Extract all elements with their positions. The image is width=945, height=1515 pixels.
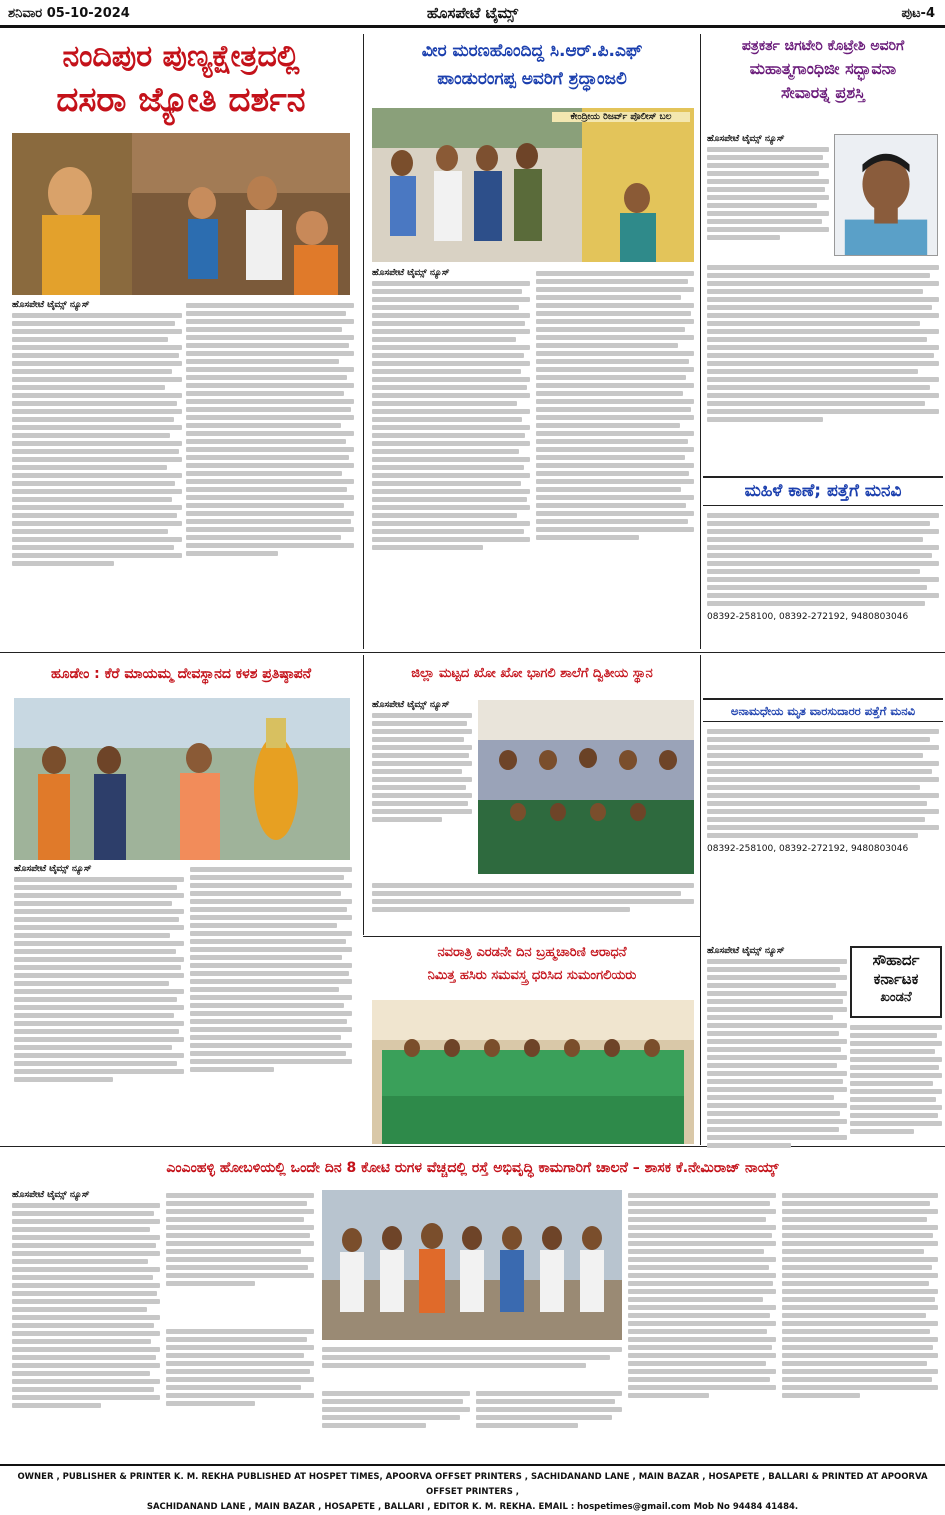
- temple-headline: [0, 656, 362, 692]
- sauhardha-box: [850, 946, 942, 1018]
- section-rule: [363, 936, 700, 937]
- navaratri-photo: [372, 1000, 694, 1144]
- issue-date: ಶನಿವಾರ 05-10-2024: [8, 6, 130, 21]
- roads-body-col2: [166, 1190, 314, 1320]
- unclaimed-headline-box: [703, 698, 943, 722]
- paper-name: ಹೊಸಪೇಟೆ ಟೈಮ್ಸ್: [426, 4, 519, 22]
- navaratri-headline: [366, 940, 698, 996]
- navaratri-headline-line2: ನಿಮಿತ್ತ ಹಸಿರು ಸಮವಸ್ತ್ರ ಧರಿಸಿದ ಸುಮಂಗಲಿಯರು: [427, 967, 637, 983]
- crpf-photo: [372, 108, 694, 262]
- award-portrait: [834, 134, 938, 256]
- missing-phone-1: 08392-258100: [707, 612, 774, 622]
- column-rule: [363, 34, 364, 649]
- column-rule: [363, 655, 364, 935]
- missing-headline: ಮಹಿಳೆ ಕಾಣೆ; ಪತ್ತೆಗೆ ಮನವಿ: [744, 481, 902, 501]
- award-body-bottom: [707, 262, 939, 472]
- khokho-photo: [478, 700, 694, 874]
- navaratri-headline-line1: ನವರಾತ್ರಿ ಎರಡನೇ ದಿನ ಬ್ರಹ್ಮಚಾರಿಣಿ ಆರಾಧನೆ: [437, 945, 627, 960]
- imprint-line-1: OWNER , PUBLISHER & PRINTER K. M. REKHA PUBLISHED AT HOSPET TIMES, APOORVA OFFSET PRINTERS , SACHIDANAND LANE , MAIN BAZAR , HOSAPETE , BALLARI & PRINTED AT APOORVA OFFSET PRINTERS ,: [17, 1472, 928, 1497]
- temple-headline-text: ಹೂಡೇಂ : ಕೆರೆ ಮಾಯಮ್ಮ ದೇವಸ್ಥಾನದ ಕಳಶ ಪ್ರತಿಷ್ಠಾಪನೆ: [50, 666, 312, 682]
- dasara-text-placeholder: [12, 313, 182, 566]
- crpf-body-col2: [536, 268, 694, 640]
- crpf-headline-line1: ವೀರ ಮರಣಹೊಂದಿದ್ದ ಸಿ.ಆರ್.ಪಿ.ಎಫ್: [421, 41, 643, 61]
- roads-body-col6: [782, 1190, 938, 1458]
- sauhardha-headline-line3: ಖಂಡನೆ: [880, 989, 912, 1005]
- missing-headline-box: [703, 476, 943, 506]
- crpf-byline: ಹೊಸಪೇಟೆ ಟೈಮ್ಸ್ ನ್ಯೂಸ್: [372, 268, 450, 278]
- dasara-headline-line2: ದಸರಾ ಜ್ಯೋತಿ ದರ್ಶನ: [56, 79, 306, 120]
- unclaimed-phone-2: 08392-272192: [778, 844, 846, 854]
- award-headline-line3: ಸೇವಾರತ್ನ ಪ್ರಶಸ್ತಿ: [781, 83, 865, 103]
- roads-body-col5: [628, 1190, 776, 1458]
- temple-body-col2: [190, 864, 352, 1144]
- crpf-banner-text: ಕೇಂದ್ರೀಯ ರಿಜರ್ವ್ ಪೊಲೀಸ್ ಬಲ: [552, 112, 690, 122]
- unclaimed-headline: ಅನಾಮಧೇಯ ಮೃತ ವಾರಸುದಾರರ ಪತ್ತೆಗೆ ಮನವಿ: [730, 704, 916, 718]
- sauhardha-headline-line2: ಕರ್ನಾಟಕ: [873, 970, 919, 989]
- masthead: [0, 0, 945, 28]
- temple-byline: ಹೊಸಪೇಟೆ ಟೈಮ್ಸ್ ನ್ಯೂಸ್: [14, 864, 92, 874]
- dasara-body-col2: [186, 300, 354, 640]
- unclaimed-phone-1: 08392-258100: [707, 844, 774, 854]
- roads-byline: ಹೊಸಪೇಟೆ ಟೈಮ್ಸ್ ನ್ಯೂಸ್: [12, 1190, 90, 1200]
- award-byline: ಹೊಸಪೇಟೆ ಟೈಮ್ಸ್ ನ್ಯೂಸ್: [707, 134, 785, 144]
- khokho-byline: ಹೊಸಪೇಟೆ ಟೈಮ್ಸ್ ನ್ಯೂಸ್: [372, 700, 450, 710]
- missing-phone-2: 08392-272192: [778, 612, 846, 622]
- roads-body-col3: [322, 1388, 470, 1458]
- dasara-photo: [12, 133, 350, 295]
- roads-body-col2b: [166, 1326, 314, 1458]
- roads-headline-text: ಎಂಎಂಹಳ್ಳಿ ಹೋಬಳಿಯಲ್ಲಿ ಒಂದೇ ದಿನ 8 ಕೋಟಿ ರುಗಳ ವೆಚ್ಚದಲ್ಲಿ ರಸ್ತೆ ಅಭಿವೃದ್ಧಿ ಕಾಮಗಾರಿಗೆ ಚಾಲನೆ – ಶಾಸಕ ಕೆ.ನೇಮಿರಾಜ್ ನಾಯ್ಕ್: [166, 1160, 779, 1176]
- dasara-byline: ಹೊಸಪೇಟೆ ಟೈಮ್ಸ್ ನ್ಯೂಸ್: [12, 300, 90, 310]
- roads-body-col4: [476, 1388, 622, 1458]
- award-headline: [703, 34, 943, 130]
- imprint-line-2: SACHIDANAND LANE , MAIN BAZAR , HOSAPETE , BALLARI , EDITOR K. M. REKHA. EMAIL : hospetimes@gmail.com Mob No 94484 41484.: [146, 1502, 799, 1512]
- temple-body-col1: [14, 864, 184, 1144]
- navaratri-byline: ಹೊಸಪೇಟೆ ಟೈಮ್ಸ್ ನ್ಯೂಸ್: [707, 946, 785, 956]
- missing-phone-3: 9480803046: [850, 612, 909, 622]
- unclaimed-phone-3: 9480803046: [850, 844, 909, 854]
- page-number: ಪುಟ-4: [901, 6, 935, 21]
- dasara-headline-line1: ನಂದಿಪುರ ಪುಣ್ಯಕ್ಷೇತ್ರದಲ್ಲಿ: [62, 39, 300, 74]
- sauhardha-body: [850, 1022, 942, 1142]
- dasara-body-col1: [12, 300, 182, 640]
- khokho-body-bottom: [372, 880, 694, 934]
- award-body-top: [707, 134, 829, 258]
- dasara-headline: [0, 34, 362, 130]
- roads-photo-caption-placeholder: [322, 1344, 622, 1384]
- award-headline-line1: ಪತ್ರಕರ್ತ ಚಿಗಟೇರಿ ಕೊಟ್ರೇಶಿ ಅವರಿಗೆ: [741, 38, 905, 54]
- crpf-body-col1: [372, 268, 530, 640]
- roads-headline: [0, 1150, 945, 1186]
- khokho-headline-text: ಜಿಲ್ಲಾ ಮಟ್ಟದ ಖೋ ಖೋ ಭಾಗಲಿ ಶಾಲೆಗೆ ದ್ವಿತೀಯ ಸ್ಥಾನ: [411, 666, 653, 681]
- khokho-body-top: [372, 700, 472, 878]
- crpf-headline-line2: ಪಾಂಡುರಂಗಪ್ಪ ಅವರಿಗೆ ಶ್ರದ್ಧಾಂಜಲಿ: [437, 68, 627, 89]
- column-rule: [700, 655, 701, 1145]
- award-headline-line2: ಮಹಾತ್ಮಗಾಂಧಿಜೀ ಸದ್ಭಾವನಾ: [749, 59, 897, 79]
- sauhardha-headline-line1: ಸೌಹಾರ್ದ: [872, 951, 920, 969]
- khokho-headline: [366, 656, 698, 694]
- missing-contacts: 08392-258100, 08392-272192, 9480803046: [707, 612, 909, 622]
- unclaimed-contacts: 08392-258100, 08392-272192, 9480803046: [707, 844, 909, 854]
- imprint-footer: [0, 1464, 945, 1512]
- missing-body: [707, 510, 939, 694]
- roads-photo: [322, 1190, 622, 1340]
- unclaimed-body: [707, 726, 939, 942]
- crpf-headline: [366, 34, 698, 102]
- temple-photo: [14, 698, 350, 860]
- column-rule: [700, 34, 701, 649]
- roads-body-col1: [12, 1190, 160, 1458]
